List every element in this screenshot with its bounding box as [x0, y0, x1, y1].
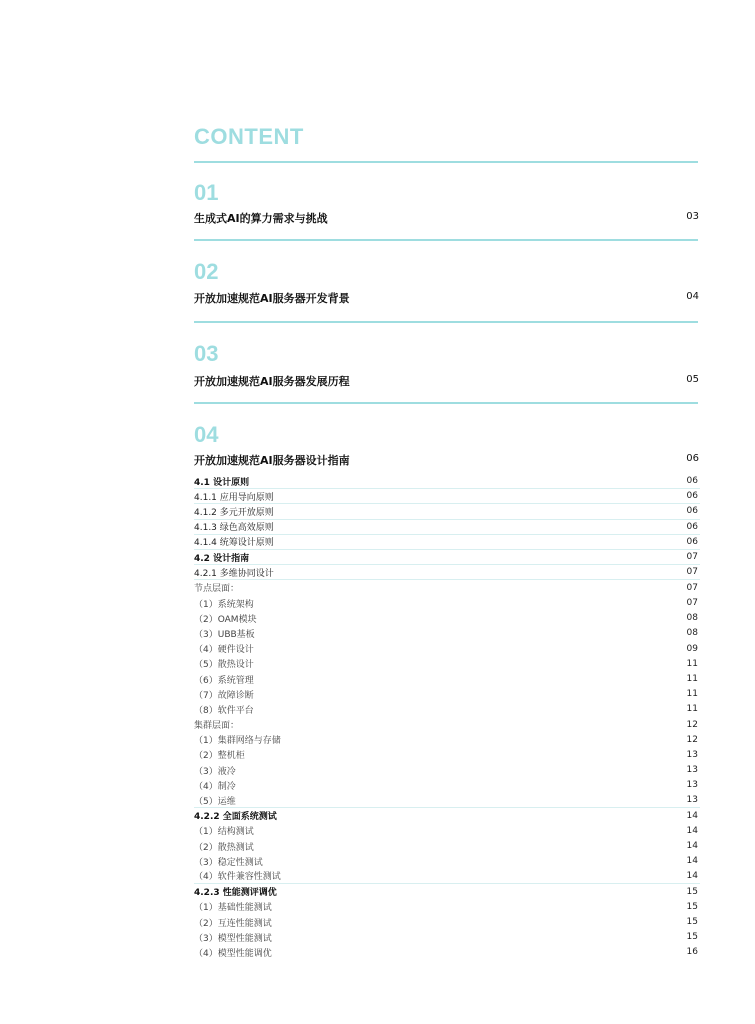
toc-entry-page: 14	[686, 856, 698, 867]
toc-entry-page: 14	[686, 825, 698, 836]
toc-list	[194, 474, 700, 960]
section-title[interactable]: 开放加速规范AI服务器设计指南	[194, 454, 350, 467]
toc-entry-page: 15	[686, 901, 698, 912]
toc-entry-label: （3）液冷	[194, 766, 236, 777]
toc-entry-page: 06	[686, 506, 698, 517]
toc-entry-page: 15	[686, 886, 698, 897]
toc-entry-label: （2）散热测试	[194, 842, 254, 853]
toc-entry-page: 15	[686, 932, 698, 943]
toc-entry-label: （5）散热设计	[194, 660, 254, 671]
toc-row[interactable]	[194, 854, 700, 869]
toc-entry-label: 4.2.1 多维协同设计	[194, 568, 274, 579]
divider	[194, 321, 698, 323]
section-number: 04	[194, 422, 219, 447]
toc-entry-label: （2）互连性能测试	[194, 918, 272, 929]
toc-row[interactable]	[194, 641, 700, 656]
toc-entry-label: （3）UBB基板	[194, 629, 255, 640]
toc-row[interactable]	[194, 702, 700, 717]
toc-entry-label: 4.2 设计指南	[194, 553, 250, 564]
toc-row[interactable]	[194, 504, 700, 519]
section-title[interactable]: 开放加速规范AI服务器开发背景	[194, 292, 350, 305]
toc-row[interactable]	[194, 626, 700, 641]
toc-entry-page: 14	[686, 810, 698, 821]
toc-entry-label: （4）制冷	[194, 781, 236, 792]
toc-row[interactable]	[194, 732, 700, 747]
section-page-number: 04	[686, 291, 699, 302]
toc-entry-label: 4.1.4 统筹设计原则	[194, 538, 274, 549]
toc-entry-label: （4）硬件设计	[194, 645, 254, 656]
toc-entry-page: 11	[686, 658, 698, 669]
toc-entry-page: 13	[686, 795, 698, 806]
toc-row[interactable]	[194, 520, 700, 535]
contents-heading: CONTENT	[194, 124, 304, 149]
toc-row[interactable]	[194, 656, 700, 671]
toc-row[interactable]	[194, 930, 700, 945]
toc-row[interactable]	[194, 535, 700, 550]
toc-row[interactable]	[194, 914, 700, 929]
toc-entry-page: 15	[686, 917, 698, 928]
toc-row[interactable]	[194, 687, 700, 702]
toc-entry-label: （7）故障诊断	[194, 690, 254, 701]
toc-row[interactable]	[194, 717, 700, 732]
toc-entry-label: （3）模型性能测试	[194, 933, 272, 944]
section-number: 01	[194, 180, 219, 205]
toc-entry-page: 07	[686, 552, 698, 563]
toc-entry-label: （2）整机柜	[194, 751, 245, 762]
toc-entry-page: 08	[686, 628, 698, 639]
toc-row[interactable]	[194, 671, 700, 686]
toc-row[interactable]	[194, 869, 700, 884]
section-title[interactable]: 开放加速规范AI服务器发展历程	[194, 375, 350, 388]
toc-row[interactable]	[194, 580, 700, 595]
toc-row[interactable]	[194, 596, 700, 611]
toc-entry-page: 06	[686, 521, 698, 532]
toc-entry-page: 11	[686, 674, 698, 685]
toc-row[interactable]	[194, 550, 700, 565]
toc-entry-label: 4.1 设计原则	[194, 477, 250, 488]
toc-entry-label: （6）系统管理	[194, 675, 254, 686]
toc-entry-page: 11	[686, 689, 698, 700]
toc-row[interactable]	[194, 474, 700, 489]
toc-row[interactable]	[194, 747, 700, 762]
section-number: 02	[194, 259, 219, 284]
toc-entry-label: （5）运维	[194, 796, 236, 807]
toc-row[interactable]	[194, 793, 700, 808]
toc-entry-label: 节点层面：	[194, 584, 240, 595]
section-title[interactable]: 生成式AI的算力需求与挑战	[194, 212, 328, 225]
toc-entry-label: 4.1.1 应用导向原则	[194, 492, 274, 503]
toc-row[interactable]	[194, 945, 700, 960]
toc-entry-label: （4）软件兼容性测试	[194, 872, 281, 883]
toc-row[interactable]	[194, 823, 700, 838]
divider	[194, 402, 698, 404]
toc-entry-page: 09	[686, 643, 698, 654]
toc-entry-page: 07	[686, 598, 698, 609]
section-number: 03	[194, 341, 219, 366]
divider	[194, 161, 698, 163]
toc-entry-label: （2）OAM模块	[194, 614, 257, 625]
toc-entry-page: 07	[686, 582, 698, 593]
toc-entry-label: （8）软件平台	[194, 705, 254, 716]
toc-entry-label: （1）基础性能测试	[194, 903, 272, 914]
toc-row[interactable]	[194, 884, 700, 899]
toc-entry-label: （1）结构测试	[194, 827, 254, 838]
toc-entry-page: 14	[686, 870, 698, 881]
toc-entry-label: 4.2.3 性能测评调优	[194, 888, 277, 899]
toc-entry-page: 13	[686, 765, 698, 776]
toc-row[interactable]	[194, 489, 700, 504]
toc-entry-page: 06	[686, 491, 698, 502]
toc-row[interactable]	[194, 778, 700, 793]
toc-entry-label: 4.2.2 全面系统测试	[194, 812, 277, 823]
divider	[194, 239, 698, 241]
toc-entry-label: （1）系统架构	[194, 599, 254, 610]
toc-entry-page: 12	[686, 719, 698, 730]
toc-entry-label: （3）稳定性测试	[194, 857, 263, 868]
toc-entry-page: 07	[686, 567, 698, 578]
toc-entry-page: 16	[686, 947, 698, 958]
toc-entry-page: 11	[686, 704, 698, 715]
toc-entry-page: 13	[686, 780, 698, 791]
toc-row[interactable]	[194, 899, 700, 914]
toc-entry-page: 08	[686, 613, 698, 624]
toc-row[interactable]	[194, 565, 700, 580]
section-page-number: 03	[686, 211, 699, 222]
toc-entry-page: 06	[686, 476, 698, 487]
toc-entry-label: （4）模型性能调优	[194, 948, 272, 959]
toc-row[interactable]	[194, 839, 700, 854]
toc-row[interactable]	[194, 808, 700, 823]
toc-entry-page: 13	[686, 749, 698, 760]
toc-entry-label: 4.1.3 绿色高效原则	[194, 523, 274, 534]
toc-entry-page: 06	[686, 536, 698, 547]
section-page-number: 06	[686, 453, 699, 464]
toc-row[interactable]	[194, 611, 700, 626]
section-page-number: 05	[686, 374, 699, 385]
toc-entry-page: 12	[686, 734, 698, 745]
toc-entry-label: （1）集群网络与存储	[194, 736, 281, 747]
toc-entry-page: 14	[686, 841, 698, 852]
toc-entry-label: 集群层面：	[194, 721, 240, 732]
toc-row[interactable]	[194, 763, 700, 778]
toc-entry-label: 4.1.2 多元开放原则	[194, 507, 274, 518]
